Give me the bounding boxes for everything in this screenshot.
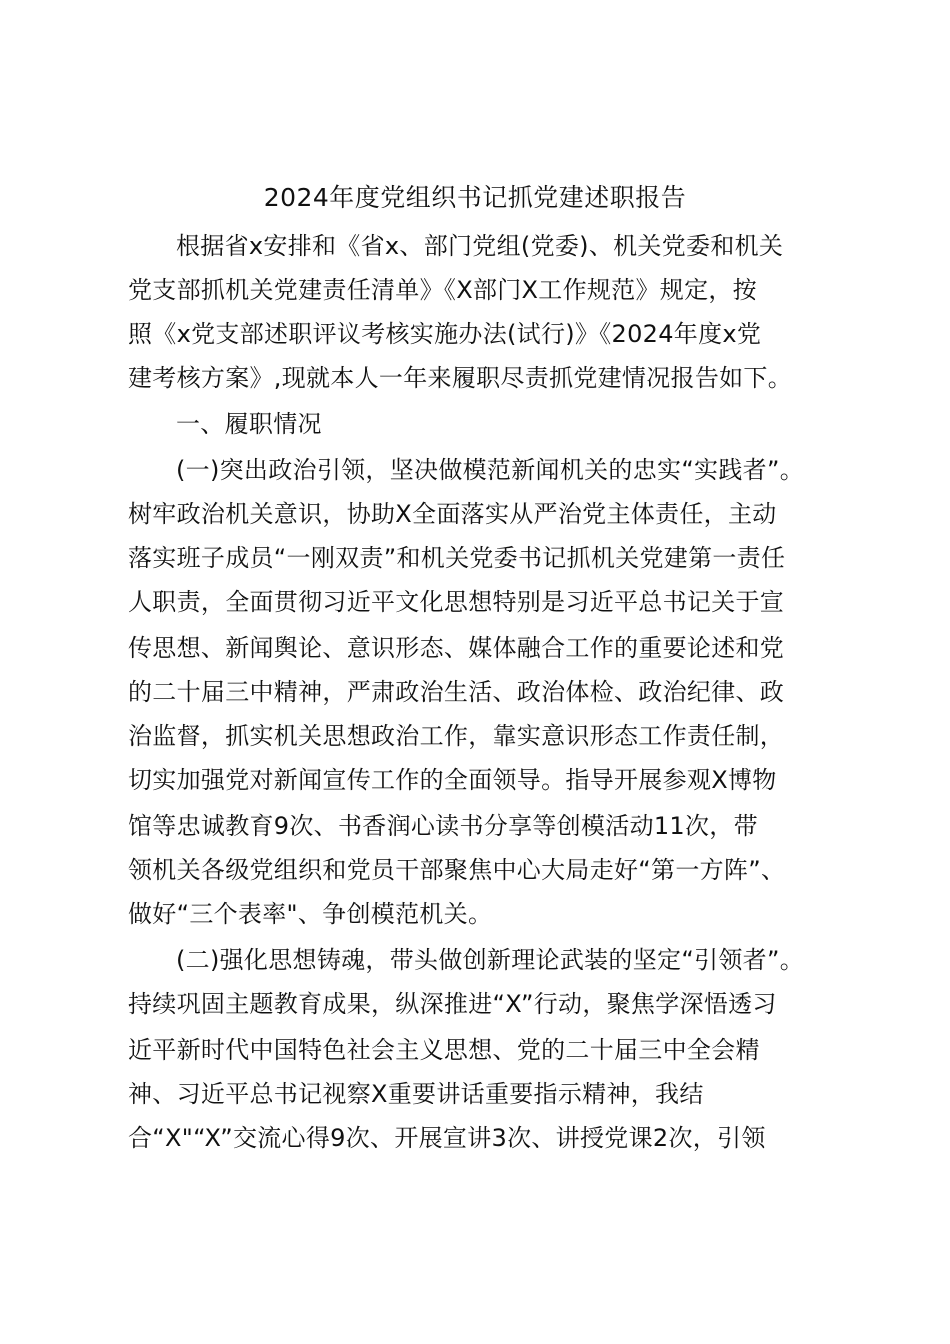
paragraph-line: 领机关各级党组织和党员干部聚焦中心大局走好“第一方阵”、 (128, 856, 786, 884)
paragraph-line: 馆等忠诚教育9次、书香润心读书分享等创模活动11次，带 (128, 812, 758, 840)
document-title: 2024年度党组织书记抓党建述职报告 (263, 183, 687, 212)
paragraph-line: 神、习近平总书记视察X重要讲话重要指示精神，我结 (128, 1080, 704, 1108)
paragraph-line: 落实班子成员“一刚双责”和机关党委书记抓机关党建第一责任 (128, 544, 786, 572)
paragraph-line: 近平新时代中国特色社会主义思想、党的二十届三中全会精 (128, 1036, 760, 1064)
paragraph-line: 的二十届三中精神，严肃政治生活、政治体检、政治纪律、政 (128, 678, 785, 706)
subsection-heading: (二)强化思想铸魂，带头做创新理论武装的坚定“引领者”。 (176, 946, 804, 974)
paragraph-line: 照《x党支部述职评议考核实施办法(试行)》《2024年度x党 (128, 320, 762, 348)
paragraph-line: 人职责，全面贯彻习近平文化思想特别是习近平总书记关于宣 (128, 588, 785, 616)
paragraph-line: 树牢政治机关意识，协助X全面落实从严治党主体责任，主动 (128, 500, 777, 528)
paragraph-line: 切实加强党对新闻宣传工作的全面领导。指导开展参观X博物 (128, 766, 777, 794)
paragraph-line: 党支部抓机关党建责任清单》《X部门X工作规范》规定，按 (128, 276, 757, 304)
section-heading: 一、履职情况 (176, 410, 322, 438)
paragraph-line: 做好“三个表率"、争创模范机关。 (128, 900, 493, 928)
paragraph-line: 建考核方案》,现就本人一年来履职尽责抓党建情况报告如下。 (128, 364, 793, 392)
paragraph-line: 持续巩固主题教育成果，纵深推进“X”行动，聚焦学深悟透习 (128, 990, 777, 1018)
paragraph-line: 根据省x安排和《省x、部门党组(党委)、机关党委和机关 (176, 232, 784, 260)
subsection-heading: (一)突出政治引领，坚决做模范新闻机关的忠实“实践者”。 (176, 456, 804, 484)
paragraph-line: 合“X"“X”交流心得9次、开展宣讲3次、讲授党课2次，引领 (128, 1124, 766, 1152)
paragraph-line: 传思想、新闻舆论、意识形态、媒体融合工作的重要论述和党 (128, 634, 785, 662)
paragraph-line: 治监督，抓实机关思想政治工作，靠实意识形态工作责任制， (128, 722, 785, 750)
